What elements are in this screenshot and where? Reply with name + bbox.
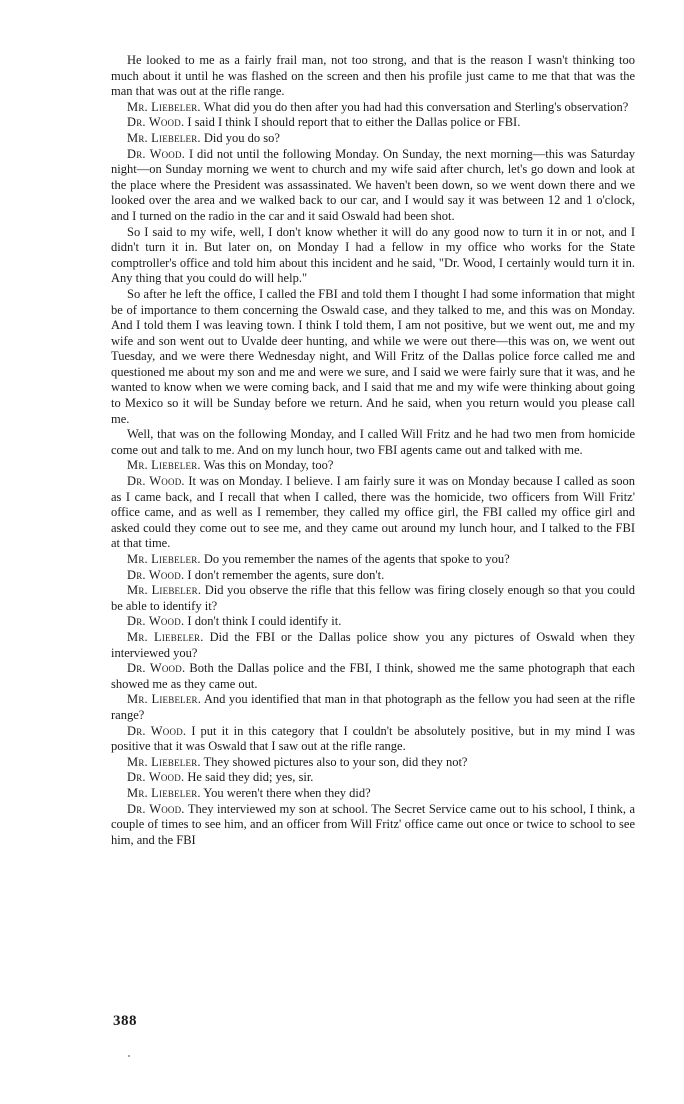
paragraph [111,583,635,614]
paragraph-text: Well, that was on the following Monday, and I called Will Fritz and he had two men from homicide come out and talk to me. And on my lunch hour, two FBI agents came out and talked with me. [111,427,635,457]
paragraph-text: So I said to my wife, well, I don't know whether it will do any good now to turn it in or not, and I didn't turn it in. But later on, on Monday I had a fellow in my office who works for the State comptroller's office and told him about this incident and he said, "Dr. Wood, I certainly would turn it in. Any thing that you could do will help." [111,224,635,286]
paragraph-text: Both the Dallas police and the FBI, I think, showed me the same photograph that each showed me as they came out. [111,661,635,691]
paragraph [111,474,635,552]
paragraph [111,53,635,100]
speaker-label: Mr. Liebeler. [127,99,201,114]
speaker-label: Dr. Wood. [127,801,185,816]
paragraph-text: I said I think I should report that to either the Dallas police or FBI. [187,115,521,130]
paragraph [111,427,635,458]
speaker-label: Mr. Liebeler. [127,130,201,145]
paragraph [111,724,635,755]
speaker-label: Dr. Wood. [127,661,186,676]
paragraph [111,100,635,116]
speaker-label: Mr. Liebeler. [127,458,201,473]
paragraph-text: So after he left the office, I called the FBI and told them I thought I had some information that might be of importance to them concerning the Oswald case, and they talked to me, and this was on Monday. And I told them I was leaving town. I think I told them, I am not positive, but we went out, me and my wife and son went out to Uvalde deer hunting, and while we were out there—this was on, we went out Tuesday, and we were there Wednesday night, and Will Fritz of the Dallas police force called me and questioned me about my son and me and were we sure, and I said we were fairly sure that it was, and he wanted to know when we were coming back, and I said that me and my wife were thinking about going to Mexico so it will be Sunday before we return. And he said, when you return would you please call me. [111,286,635,426]
paragraph [111,692,635,723]
scan-speck [128,1055,130,1057]
paragraph-text: You weren't there when they did? [203,785,371,800]
paragraph-text: It was on Monday. I believe. I am fairly sure it was on Monday because I called as soon as I came back, and I recall that when I called, there was the homicide, two officers from Will Fritz' office came, and as well as I remember, they called my office girl, the FBI called my office girl and asked could they come out to see me, and they came out around my lunch hour, and I talked to the FBI at that time. [111,474,635,551]
paragraph-text: Did you do so? [203,130,280,145]
paragraph [111,802,635,849]
speaker-label: Dr. Wood. [127,770,185,785]
speaker-label: Dr. Wood. [127,614,185,629]
paragraph-text: I did not until the following Monday. On Sunday, the next morning—this was Saturday night—on Sunday morning we went to church and my wife said after church, let's go down and look at the place where the President was assassinated. We haven't been down, so we went down there and we looked over the area and we walked back to our car, and I would say it was between 12 and 1 o'clock, and I turned on the radio in the car and it said Oswald had been shot. [111,146,636,223]
paragraph-text: He looked to me as a fairly frail man, not too strong, and that is the reason I wasn't thinking too much about it until he was flashed on the screen and then his profile just came to me that that was the man that was out at the rifle range. [111,53,635,99]
speaker-label: Mr. Liebeler. [127,754,201,769]
paragraph [111,630,635,661]
paragraph [111,568,635,584]
speaker-label: Dr. Wood. [127,146,186,161]
speaker-label: Mr. Liebeler. [127,785,201,800]
paragraph [111,131,635,147]
paragraph [111,225,635,287]
paragraph-text: I don't remember the agents, sure don't. [187,567,385,582]
speaker-label: Mr. Liebeler. [127,552,201,566]
speaker-label: Dr. Wood. [127,474,185,489]
speaker-label: Dr. Wood. [127,567,185,582]
paragraph [111,786,635,802]
paragraph [111,552,635,568]
paragraph [111,661,635,692]
testimony-body [111,53,635,848]
speaker-label: Dr. Wood. [127,723,187,738]
paragraph-text: I don't think I could identify it. [187,614,342,629]
paragraph-text: He said they did; yes, sir. [187,770,314,785]
paragraph-text: Did you observe the rifle that this fellow was firing closely enough so that you could be able to identify it? [111,583,636,613]
paragraph-text: Do you remember the names of the agents that spoke to you? [203,552,510,566]
speaker-label: Dr. Wood. [127,115,185,130]
paragraph [111,614,635,630]
speaker-label: Mr. Liebeler. [127,692,202,707]
paragraph-text: I put it in this category that I couldn't be absolutely positive, but in my mind I was positive that it was Oswald that I saw out at the rifle range. [111,723,635,754]
paragraph [111,287,635,427]
paragraph [111,147,635,225]
paragraph [111,770,635,786]
paragraph-text: What did you do then after you had had this conversation and Sterling's observation? [203,99,629,114]
paragraph [111,458,635,474]
speaker-label: Mr. Liebeler. [127,629,204,644]
paragraph-text: They interviewed my son at school. The Secret Service came out to his school, I think, a couple of times to see him, and an officer from Will Fritz' office came out once or twice to school to see him, and the FBI [111,801,636,847]
paragraph-text: They showed pictures also to your son, did they not? [203,754,468,769]
paragraph-text: Did the FBI or the Dallas police show you any pictures of Oswald when they interviewed you? [111,629,636,660]
paragraph [111,755,635,771]
paragraph-text: And you identified that man in that photograph as the fellow you had seen at the rifle range? [111,692,635,722]
paragraph-text: Was this on Monday, too? [203,458,334,473]
paragraph [111,115,635,131]
page-number: 388 [113,1013,137,1029]
speaker-label: Mr. Liebeler. [127,583,202,598]
